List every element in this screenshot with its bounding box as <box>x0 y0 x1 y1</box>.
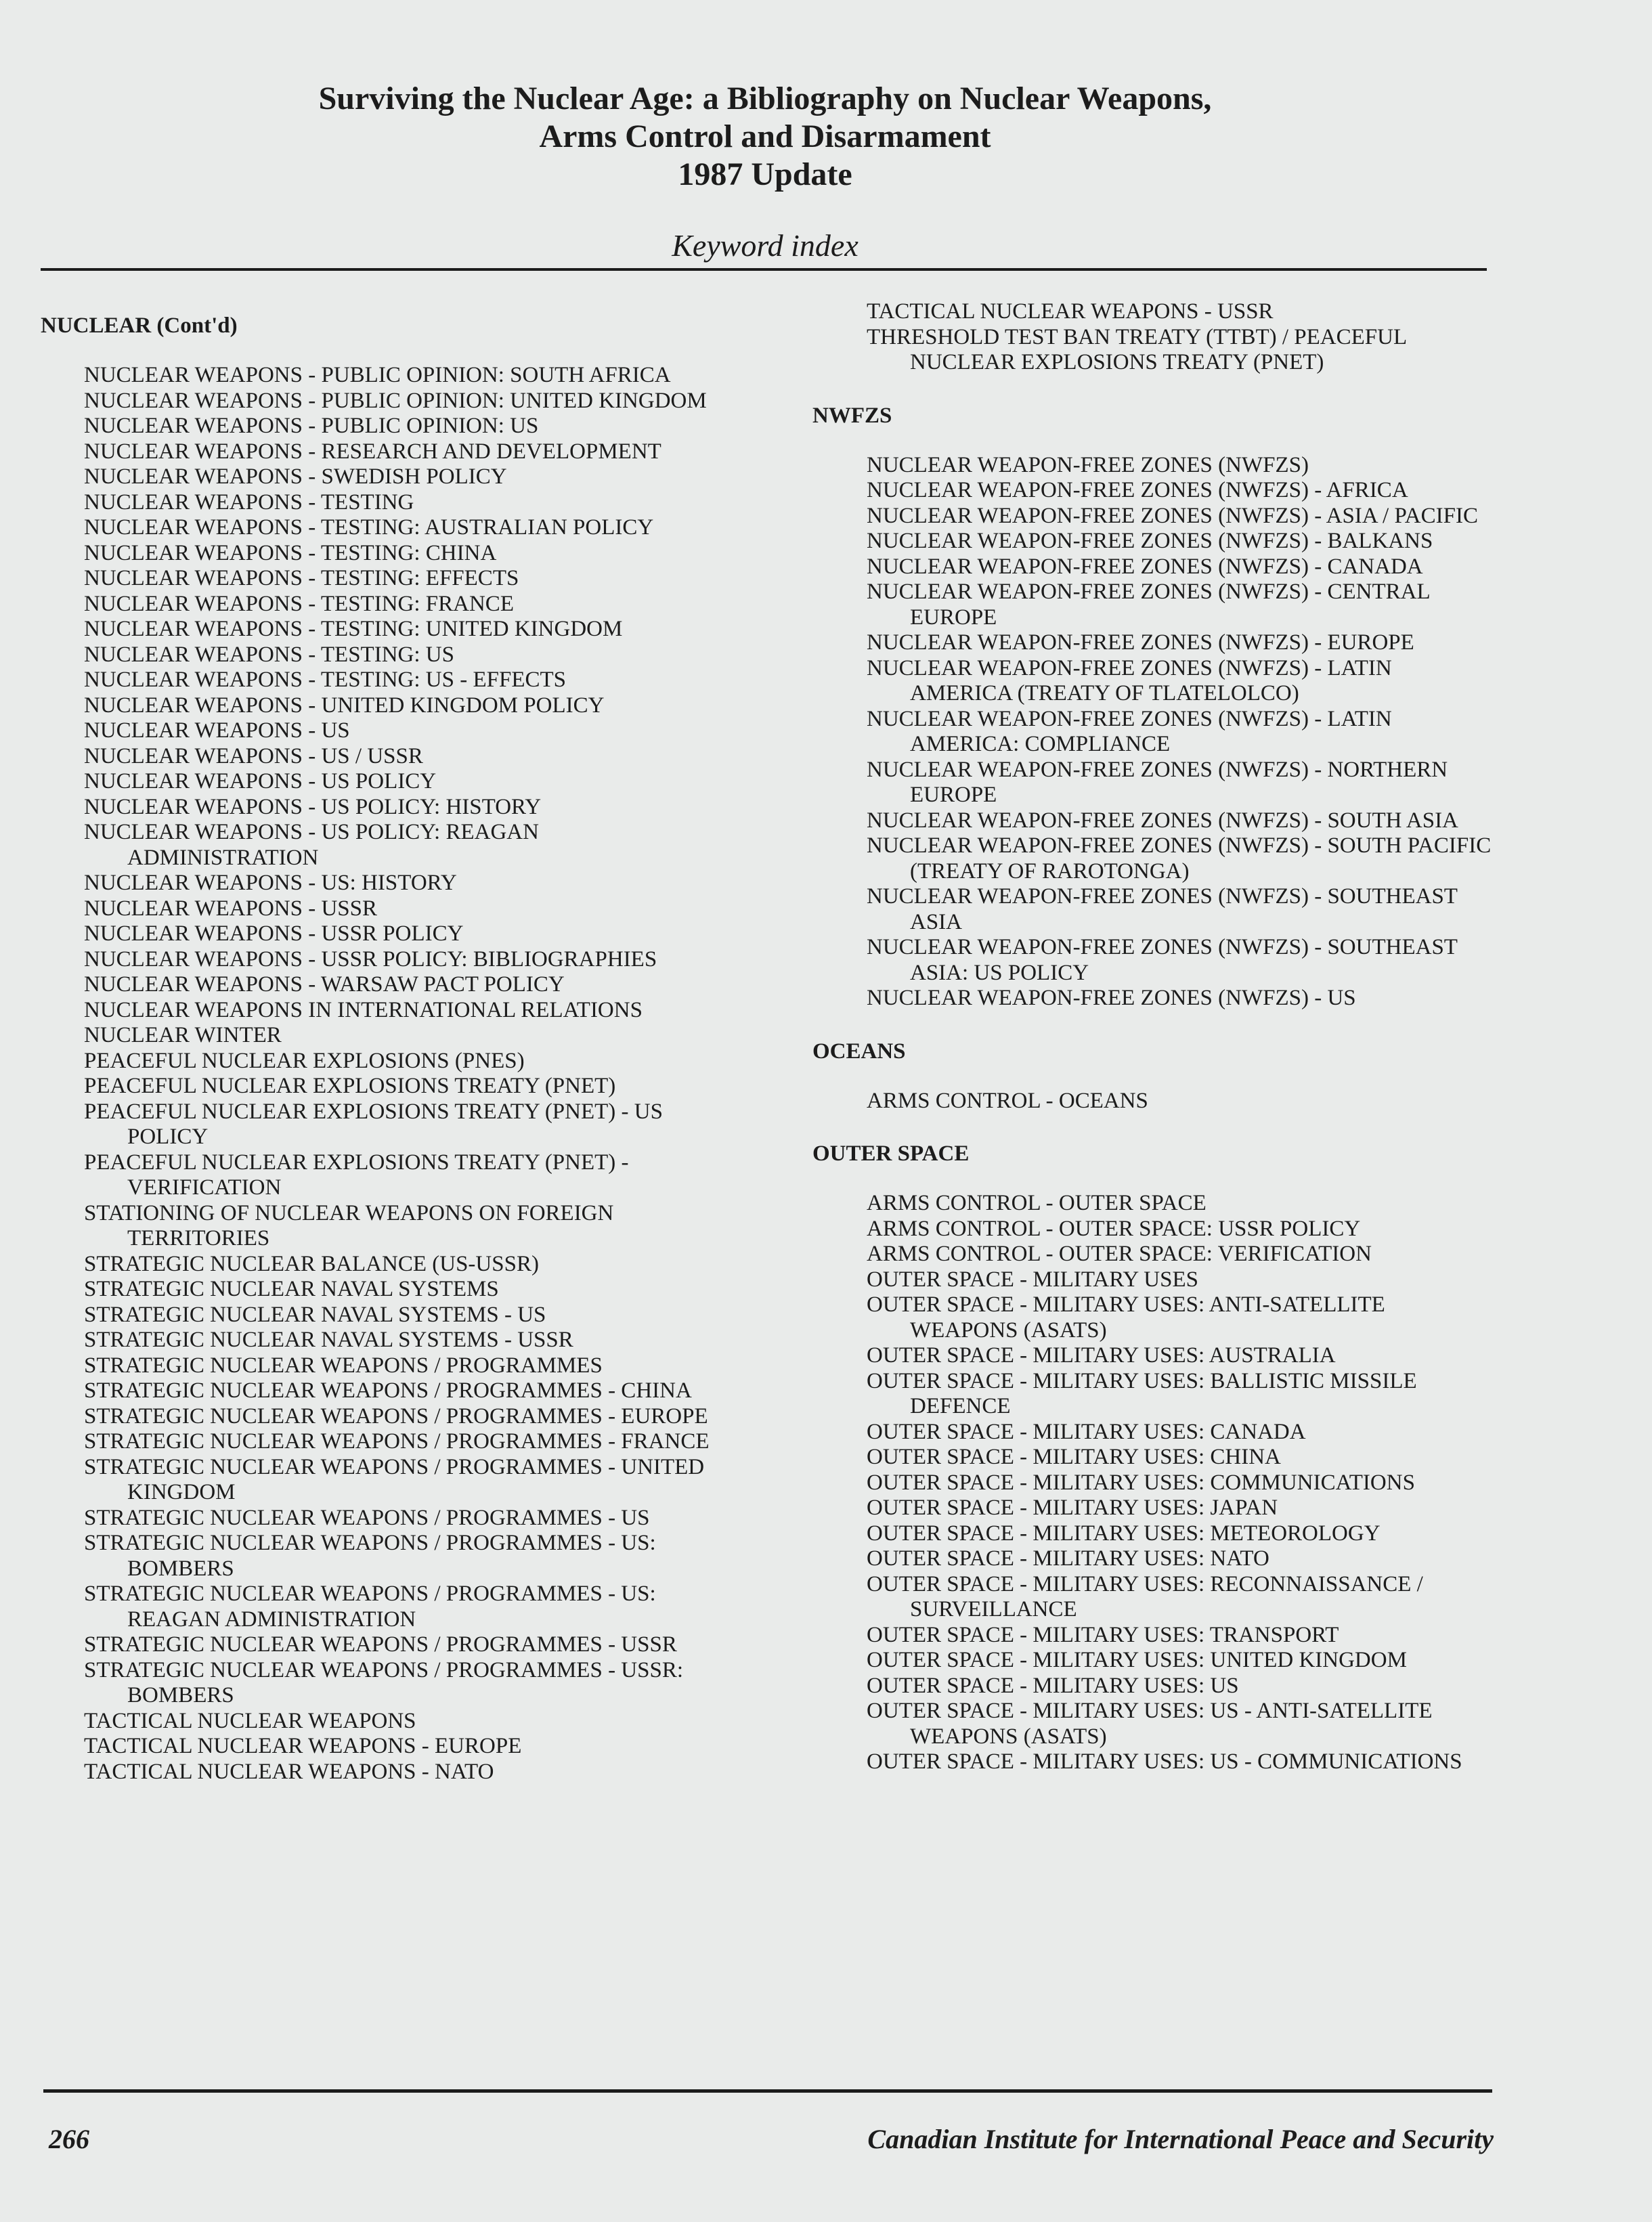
index-entry: NUCLEAR WEAPON-FREE ZONES (NWFZS) - SOUTH PACIFIC (TREATY OF RAROTONGA) <box>867 833 1492 884</box>
right-column <box>812 299 1496 1775</box>
title-line-1: Surviving the Nuclear Age: a Bibliography on Nuclear Weapons, <box>318 81 1212 116</box>
index-entry: STRATEGIC NUCLEAR NAVAL SYSTEMS - US <box>84 1302 546 1327</box>
entry-list-oceans <box>812 1089 1496 1114</box>
index-entry: NUCLEAR WEAPONS - US: HISTORY <box>84 871 457 895</box>
index-entry: NUCLEAR WEAPONS - US POLICY: REAGAN ADMINISTRATION <box>84 820 539 870</box>
index-entry: ARMS CONTROL - OCEANS <box>867 1088 1148 1113</box>
index-entry: OUTER SPACE - MILITARY USES: COMMUNICATIONS <box>867 1470 1415 1495</box>
index-entry: STRATEGIC NUCLEAR WEAPONS / PROGRAMMES - USSR <box>84 1632 677 1657</box>
index-entry: NUCLEAR WEAPONS - TESTING: FRANCE <box>84 591 514 616</box>
section-heading-nwfzs: NWFZS <box>812 403 892 428</box>
index-entry: NUCLEAR WEAPON-FREE ZONES (NWFZS) - SOUTHEAST ASIA <box>867 884 1458 934</box>
index-entry: PEACEFUL NUCLEAR EXPLOSIONS TREATY (PNET) <box>84 1074 616 1098</box>
index-entry: NUCLEAR WEAPONS - PUBLIC OPINION: UNITED KINGDOM <box>84 388 707 413</box>
index-entry: STRATEGIC NUCLEAR WEAPONS / PROGRAMMES - FRANCE <box>84 1429 710 1454</box>
index-entry: OUTER SPACE - MILITARY USES: ANTI-SATELLITE WEAPONS (ASATS) <box>867 1292 1385 1343</box>
entry-list-nuclear <box>41 363 724 1785</box>
index-entry: OUTER SPACE - MILITARY USES: METEOROLOGY <box>867 1521 1381 1546</box>
index-entry: TACTICAL NUCLEAR WEAPONS - USSR <box>867 299 1274 324</box>
index-entry: NUCLEAR WEAPONS - TESTING: CHINA <box>84 540 497 565</box>
index-entry: NUCLEAR WEAPON-FREE ZONES (NWFZS) - SOUTHEAST ASIA: US POLICY <box>867 935 1458 985</box>
index-entry: NUCLEAR WEAPON-FREE ZONES (NWFZS) - SOUTH ASIA <box>867 808 1458 833</box>
index-entry: STRATEGIC NUCLEAR BALANCE (US-USSR) <box>84 1251 539 1276</box>
index-entry: OUTER SPACE - MILITARY USES: CHINA <box>867 1445 1281 1469</box>
index-entry: TACTICAL NUCLEAR WEAPONS - NATO <box>84 1759 494 1784</box>
index-entry: OUTER SPACE - MILITARY USES: NATO <box>867 1546 1269 1571</box>
index-entry: NUCLEAR WEAPONS - TESTING: AUSTRALIAN POLICY <box>84 515 654 540</box>
index-entry: NUCLEAR WEAPONS - SWEDISH POLICY <box>84 464 507 489</box>
index-entry: NUCLEAR WEAPONS - US POLICY: HISTORY <box>84 794 542 819</box>
index-entry: STRATEGIC NUCLEAR WEAPONS / PROGRAMMES - USSR: BOMBERS <box>84 1657 684 1707</box>
index-entry: ARMS CONTROL - OUTER SPACE: VERIFICATION <box>867 1242 1372 1266</box>
index-entry: NUCLEAR WEAPON-FREE ZONES (NWFZS) - CANADA <box>867 554 1423 579</box>
index-entry: NUCLEAR WEAPONS - WARSAW PACT POLICY <box>84 972 565 997</box>
bottom-divider <box>43 2089 1492 2093</box>
index-entry: NUCLEAR WEAPON-FREE ZONES (NWFZS) - CENTRAL EUROPE <box>867 580 1430 630</box>
index-entry: NUCLEAR WEAPON-FREE ZONES (NWFZS) - EUROPE <box>867 630 1414 655</box>
index-entry: NUCLEAR WEAPONS - TESTING: UNITED KINGDOM <box>84 617 623 641</box>
index-entry: NUCLEAR WEAPONS - TESTING: US <box>84 642 454 667</box>
index-entry: NUCLEAR WEAPON-FREE ZONES (NWFZS) - LATIN AMERICA: COMPLIANCE <box>867 706 1392 756</box>
index-entry: STRATEGIC NUCLEAR NAVAL SYSTEMS <box>84 1277 499 1301</box>
title-line-2: Arms Control and Disarmament <box>539 118 991 154</box>
index-entry: NUCLEAR WEAPONS IN INTERNATIONAL RELATIONS <box>84 997 643 1022</box>
index-entry: STRATEGIC NUCLEAR WEAPONS / PROGRAMMES - US: REAGAN ADMINISTRATION <box>84 1582 656 1632</box>
entry-list-continued <box>812 299 1496 376</box>
index-entry: NUCLEAR WEAPONS - USSR POLICY <box>84 921 464 946</box>
top-divider <box>41 268 1487 271</box>
index-entry: TACTICAL NUCLEAR WEAPONS <box>84 1708 416 1733</box>
index-entry: NUCLEAR WEAPON-FREE ZONES (NWFZS) - LATIN AMERICA (TREATY OF TLATELOLCO) <box>867 655 1392 705</box>
index-entry: STRATEGIC NUCLEAR WEAPONS / PROGRAMMES - CHINA <box>84 1378 692 1403</box>
index-entry: OUTER SPACE - MILITARY USES: UNITED KINGDOM <box>867 1648 1407 1672</box>
index-entry: PEACEFUL NUCLEAR EXPLOSIONS (PNES) <box>84 1048 525 1073</box>
section-heading-nuclear: NUCLEAR (Cont'd) <box>41 313 238 338</box>
index-entry: STRATEGIC NUCLEAR WEAPONS / PROGRAMMES - US <box>84 1505 650 1530</box>
index-entry: PEACEFUL NUCLEAR EXPLOSIONS TREATY (PNET) - VERIFICATION <box>84 1150 629 1200</box>
index-entry: NUCLEAR WEAPONS - UNITED KINGDOM POLICY <box>84 693 605 718</box>
index-entry: OUTER SPACE - MILITARY USES: CANADA <box>867 1419 1306 1444</box>
index-entry: NUCLEAR WEAPONS - US / USSR <box>84 743 423 768</box>
index-entry: NUCLEAR WEAPON-FREE ZONES (NWFZS) <box>867 452 1309 477</box>
index-entry: NUCLEAR WEAPONS - PUBLIC OPINION: SOUTH AFRICA <box>84 363 671 387</box>
index-entry: STRATEGIC NUCLEAR WEAPONS / PROGRAMMES - EUROPE <box>84 1403 708 1429</box>
index-entry: STATIONING OF NUCLEAR WEAPONS ON FOREIGN TERRITORIES <box>84 1200 614 1250</box>
page-title <box>0 80 1530 194</box>
index-entry: OUTER SPACE - MILITARY USES: RECONNAISSANCE / SURVEILLANCE <box>867 1571 1423 1621</box>
index-subtitle: Keyword index <box>672 228 858 263</box>
index-entry: OUTER SPACE - MILITARY USES: JAPAN <box>867 1496 1278 1520</box>
index-entry: NUCLEAR WEAPON-FREE ZONES (NWFZS) - ASIA / PACIFIC <box>867 503 1478 528</box>
index-entry: NUCLEAR WEAPONS - US <box>84 718 350 743</box>
index-entry: NUCLEAR WEAPON-FREE ZONES (NWFZS) - BALKANS <box>867 529 1433 553</box>
index-entry: NUCLEAR WEAPONS - TESTING: EFFECTS <box>84 566 519 590</box>
index-entry: NUCLEAR WEAPONS - US POLICY <box>84 769 437 793</box>
index-entry: STRATEGIC NUCLEAR WEAPONS / PROGRAMMES - US: BOMBERS <box>84 1531 656 1581</box>
entry-list-outer-space <box>812 1191 1496 1775</box>
index-entry: OUTER SPACE - MILITARY USES: AUSTRALIA <box>867 1343 1336 1368</box>
index-entry: NUCLEAR WEAPONS - USSR <box>84 896 378 921</box>
entry-list-nwfzs <box>812 453 1496 1011</box>
section-heading-oceans: OCEANS <box>812 1039 906 1064</box>
left-column <box>41 305 724 1785</box>
index-entry: STRATEGIC NUCLEAR NAVAL SYSTEMS - USSR <box>84 1328 573 1352</box>
index-entry: NUCLEAR WEAPON-FREE ZONES (NWFZS) - NORTHERN EUROPE <box>867 757 1448 807</box>
index-entry: OUTER SPACE - MILITARY USES: US - ANTI-SATELLITE WEAPONS (ASATS) <box>867 1699 1433 1749</box>
index-entry: ARMS CONTROL - OUTER SPACE: USSR POLICY <box>867 1216 1361 1241</box>
index-entry: THRESHOLD TEST BAN TREATY (TTBT) / PEACEFUL NUCLEAR EXPLOSIONS TREATY (PNET) <box>867 324 1406 374</box>
index-entry: STRATEGIC NUCLEAR WEAPONS / PROGRAMMES <box>84 1353 603 1378</box>
title-line-3: 1987 Update <box>678 156 852 192</box>
index-entry: TACTICAL NUCLEAR WEAPONS - EUROPE <box>84 1734 522 1758</box>
index-entry: NUCLEAR WEAPONS - TESTING: US - EFFECTS <box>84 668 566 692</box>
index-entry: NUCLEAR WEAPON-FREE ZONES (NWFZS) - AFRICA <box>867 478 1408 502</box>
index-entry: NUCLEAR WEAPON-FREE ZONES (NWFZS) - US <box>867 986 1356 1010</box>
publisher-footer: Canadian Institute for International Peace and Security <box>867 2124 1494 2154</box>
index-entry: STRATEGIC NUCLEAR WEAPONS / PROGRAMMES - UNITED KINGDOM <box>84 1454 705 1504</box>
index-entry: NUCLEAR WINTER <box>84 1023 282 1047</box>
index-entry: ARMS CONTROL - OUTER SPACE <box>867 1191 1207 1215</box>
index-entry: OUTER SPACE - MILITARY USES: US <box>867 1673 1239 1698</box>
page-number: 266 <box>49 2124 89 2154</box>
index-entry: NUCLEAR WEAPONS - USSR POLICY: BIBLIOGRAPHIES <box>84 946 657 972</box>
index-entry: OUTER SPACE - MILITARY USES: BALLISTIC MISSILE DEFENCE <box>867 1368 1417 1418</box>
index-entry: OUTER SPACE - MILITARY USES: US - COMMUNICATIONS <box>867 1749 1462 1774</box>
index-entry: OUTER SPACE - MILITARY USES <box>867 1267 1198 1292</box>
index-entry: NUCLEAR WEAPONS - RESEARCH AND DEVELOPMENT <box>84 439 661 464</box>
index-entry: NUCLEAR WEAPONS - TESTING <box>84 489 414 515</box>
index-entry: OUTER SPACE - MILITARY USES: TRANSPORT <box>867 1622 1339 1647</box>
index-entry: NUCLEAR WEAPONS - PUBLIC OPINION: US <box>84 414 539 438</box>
section-heading-outer-space: OUTER SPACE <box>812 1141 970 1166</box>
index-entry: PEACEFUL NUCLEAR EXPLOSIONS TREATY (PNET) - US POLICY <box>84 1099 663 1149</box>
